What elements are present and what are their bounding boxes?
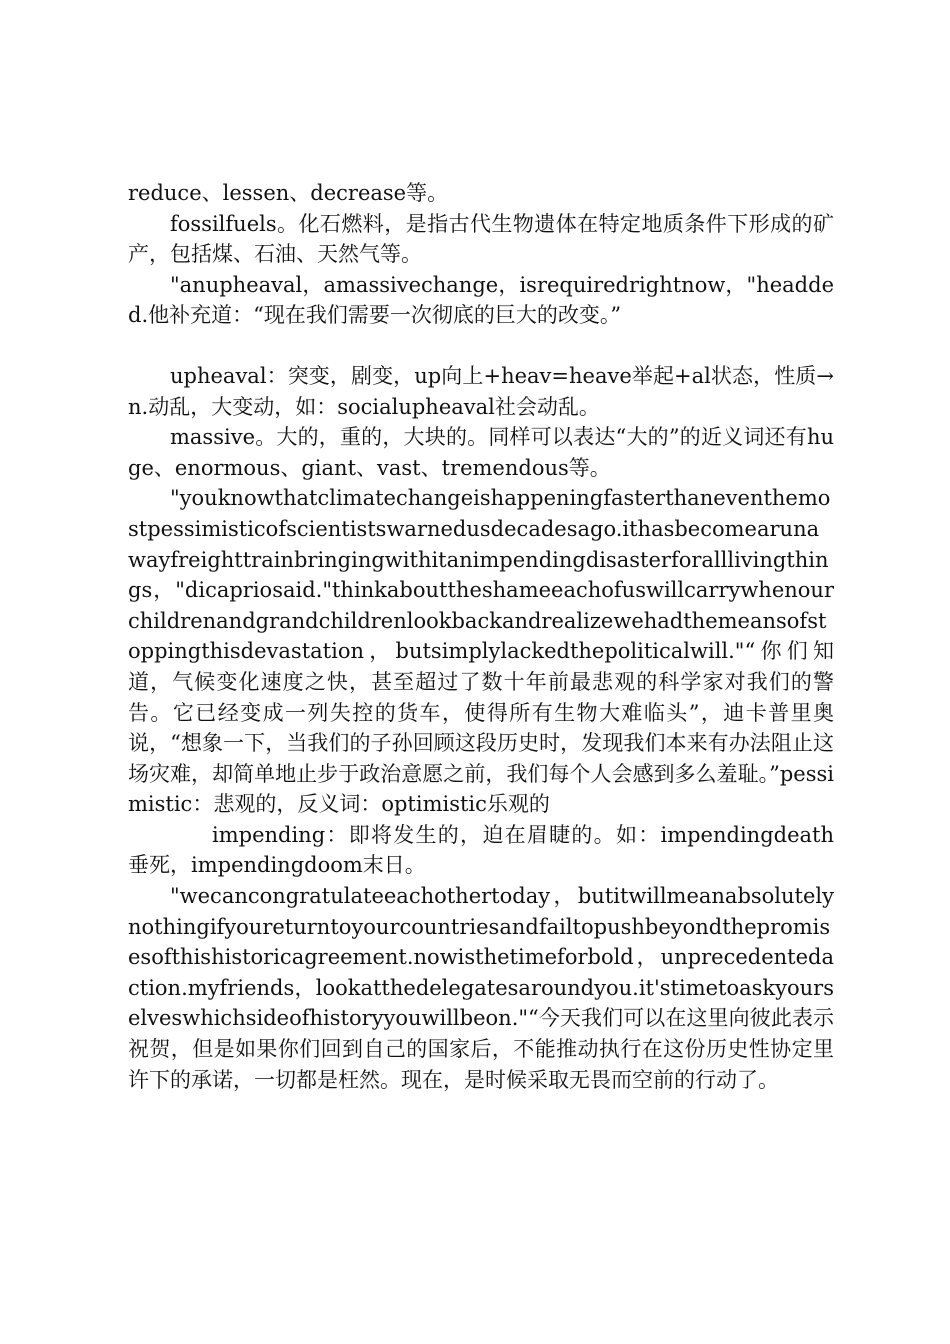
document-page: [128, 178, 834, 1095]
paragraph-massive-definition: massive。大的，重的，大块的。同样可以表达“大的”的近义词还有huge、enormous、giant、vast、tremendous等。: [128, 425, 834, 480]
paragraph-impending-definition: impending：即将发生的，迫在眉睫的。如：impendingdeath垂死，impendingdoom末日。: [128, 822, 834, 878]
paragraph-fossil-fuels: fossilfuels。化石燃料，是指古代生物遗体在特定地质条件下形成的矿产，包括煤、石油、天然气等。: [128, 211, 834, 267]
paragraph-congratulate-quote: "wecancongratulateeachothertoday，butitwillmeanabsolutelynothingifyoureturntoyourcountriesandfailtopushbeyondthepromisesofthishistoricagreement.nowisthetimeforbold，unprecedentedaction.myfriends，lookatthedelegatesaroundyou.it'stimetoaskyourselveswhichsideofhistoryyouwillbeon."“今天我们可以在这里向彼此表示祝贺，但是如果你们回到自己的国家后，不能推动执行在这份历史性协定里许下的承诺，一切都是枉然。现在，是时候采取无畏而空前的行动了。: [128, 884, 834, 1092]
paragraph-reduce-synonyms: reduce、lessen、decrease等。: [128, 181, 449, 205]
paragraph-dicaprio-quote: "youknowthatclimatechangeishappeningfasterthaneventhemostpessimisticofscientistswarnedusdecadesago.ithasbecomearunawayfreighttrainbringingwithitanimpendingdisasterforalllivingthings，"dicapriosaid."thinkabouttheshameeachofuswillcarrywhenourchildrenandgrandchildrenlookbackandrealizewehadthemeansofstoppingthisdevastation，butsimplylackedthepoliticalwill."“你们知道，气候变化速度之快，甚至超过了数十年前最悲观的科学家对我们的警告。它已经变成一列失控的货车，使得所有生物大难临头”，迪卡普里奥说，“想象一下，当我们的子孙回顾这段历史时，发现我们本来有办法阻止这场灾难，却简单地止步于政治意愿之前，我们每个人会感到多么羞耻。”pessimistic：悲观的，反义词：optimistic乐观的: [128, 486, 834, 817]
paragraph-upheaval-definition: upheaval：突变，剧变，up向上+heav=heave举起+al状态，性质→n.动乱，大变动，如：socialupheaval社会动乱。: [128, 363, 834, 419]
paragraph-upheaval-quote: "anupheaval，amassivechange，isrequiredrightnow，"headded.他补充道：“现在我们需要一次彻底的巨大的改变。”: [128, 272, 834, 328]
